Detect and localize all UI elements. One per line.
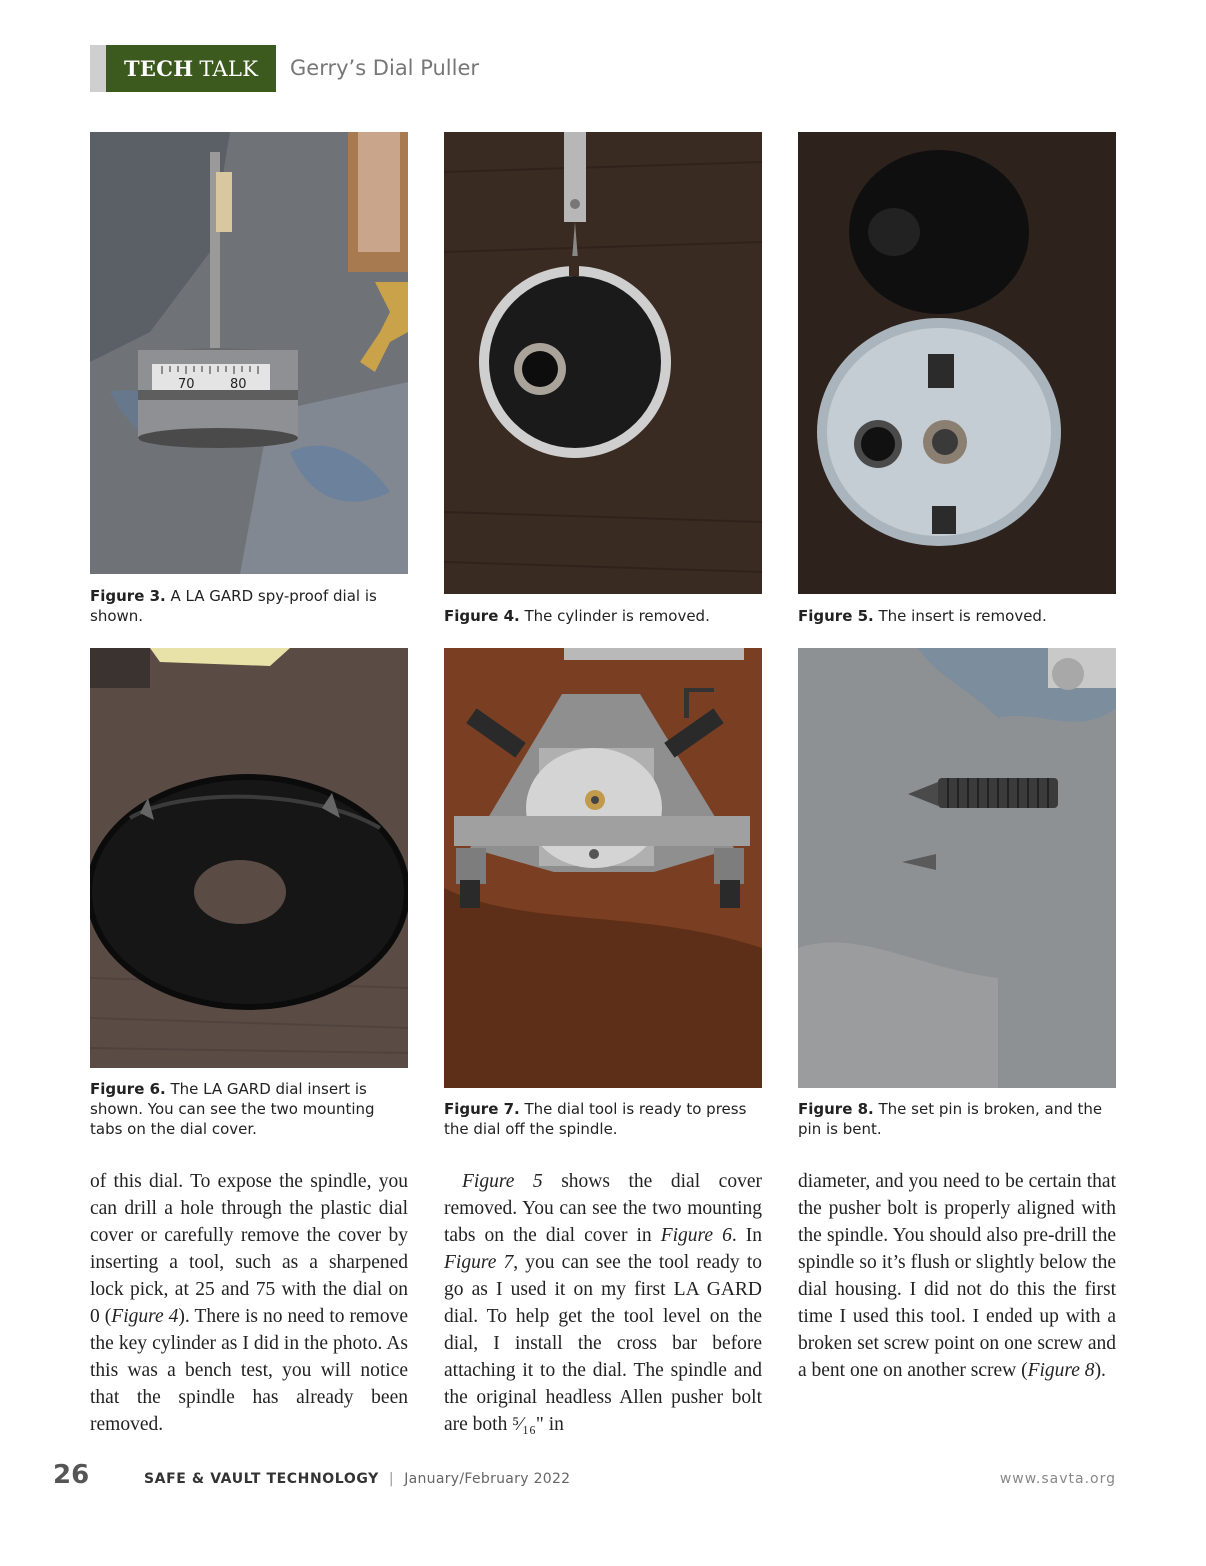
- col2-text-3: , you can see the tool ready to go as I used it on my first LA GARD dial. To help get the tool level on the dial, I install the cross bar before attaching it to the dial. The spindle and the original headless Allen pusher bolt are both ⁵⁄₁₆" in: [444, 1252, 762, 1435]
- col1-figure-ref: Figure 4: [111, 1306, 179, 1327]
- figure-6-caption: [90, 1079, 410, 1139]
- dial-number-70: 70: [178, 377, 195, 392]
- figure-8-caption: [798, 1099, 1118, 1139]
- body-column-3: [798, 1168, 1116, 1384]
- col2-figure-ref-2: Figure 6: [660, 1225, 732, 1246]
- figure-3-text: A LA GARD spy-proof dial is shown.: [90, 587, 377, 625]
- col3-text-2: ).: [1094, 1360, 1106, 1381]
- figure-7-photo: [444, 648, 762, 1088]
- col2-text-2: . In: [731, 1225, 762, 1246]
- figure-3-caption: [90, 586, 410, 626]
- figure-5-label: Figure 5.: [798, 607, 874, 625]
- figure-4-photo: [444, 132, 762, 594]
- col1-text-1: of this dial. To expose the spindle, you can drill a hole through the plastic dial cover or carefully remove the cover by inserting a tool, such as a sharpened lock pick, at 25 and 75 with the dial on 0 (: [90, 1171, 408, 1327]
- col2-figure-ref-3: Figure 7: [444, 1252, 514, 1273]
- figure-5-photo: [798, 132, 1116, 594]
- col3-figure-ref: Figure 8: [1027, 1360, 1095, 1381]
- issue-date: January/February 2022: [404, 1471, 571, 1487]
- footer-separator: |: [388, 1471, 395, 1487]
- dial-number-80: 80: [230, 377, 247, 392]
- website-url: www.savta.org: [999, 1471, 1116, 1487]
- section-tag: [106, 45, 276, 92]
- figure-8-label: Figure 8.: [798, 1100, 874, 1118]
- col2-text-1: shows the dial cover removed. You can see the two mounting tabs on the dial cover in: [444, 1171, 762, 1246]
- section-tag-bold: TECH: [124, 56, 194, 81]
- publication-name: SAFE & VAULT TECHNOLOGY: [144, 1471, 379, 1487]
- figure-5-caption: [798, 606, 1118, 626]
- col2-figure-ref-1: Figure 5: [462, 1171, 543, 1192]
- figure-8-text: The set pin is broken, and the pin is bent.: [798, 1100, 1103, 1138]
- publication-line: [144, 1471, 570, 1487]
- figure-4-caption: [444, 606, 764, 626]
- figure-7-caption: [444, 1099, 764, 1139]
- figure-7-text: The dial tool is ready to press the dial off the spindle.: [444, 1100, 747, 1138]
- figure-6-label: Figure 6.: [90, 1080, 166, 1098]
- col1-text-2: ). There is no need to remove the key cylinder as I did in the photo. As this was a bench test, you will notice that the spindle has already been removed.: [90, 1306, 408, 1435]
- header-stripe: [90, 45, 106, 92]
- figure-3-photo: [90, 132, 408, 574]
- figure-4-label: Figure 4.: [444, 607, 520, 625]
- body-column-2: [444, 1168, 762, 1438]
- article-title: Gerry’s Dial Puller: [290, 56, 480, 80]
- figure-7-label: Figure 7.: [444, 1100, 520, 1118]
- figure-6-photo: [90, 648, 408, 1068]
- figure-8-photo: [798, 648, 1116, 1088]
- figure-4-text: The cylinder is removed.: [524, 607, 710, 625]
- figure-6-text: The LA GARD dial insert is shown. You can see the two mounting tabs on the dial cover.: [90, 1080, 375, 1138]
- section-header: [90, 45, 276, 92]
- figure-5-text: The insert is removed.: [878, 607, 1047, 625]
- page-number: 26: [53, 1460, 90, 1490]
- body-column-1: [90, 1168, 408, 1438]
- section-tag-rest: TALK: [199, 56, 259, 81]
- col3-text-1: diameter, and you need to be certain that the pusher bolt is properly aligned with the spindle. You should also pre-drill the spindle so it’s flush or slightly below the dial housing. I did not do this the first time I used this tool. I ended up with a broken set screw point on one screw and a bent one on another screw (: [798, 1171, 1116, 1381]
- figure-3-label: Figure 3.: [90, 587, 166, 605]
